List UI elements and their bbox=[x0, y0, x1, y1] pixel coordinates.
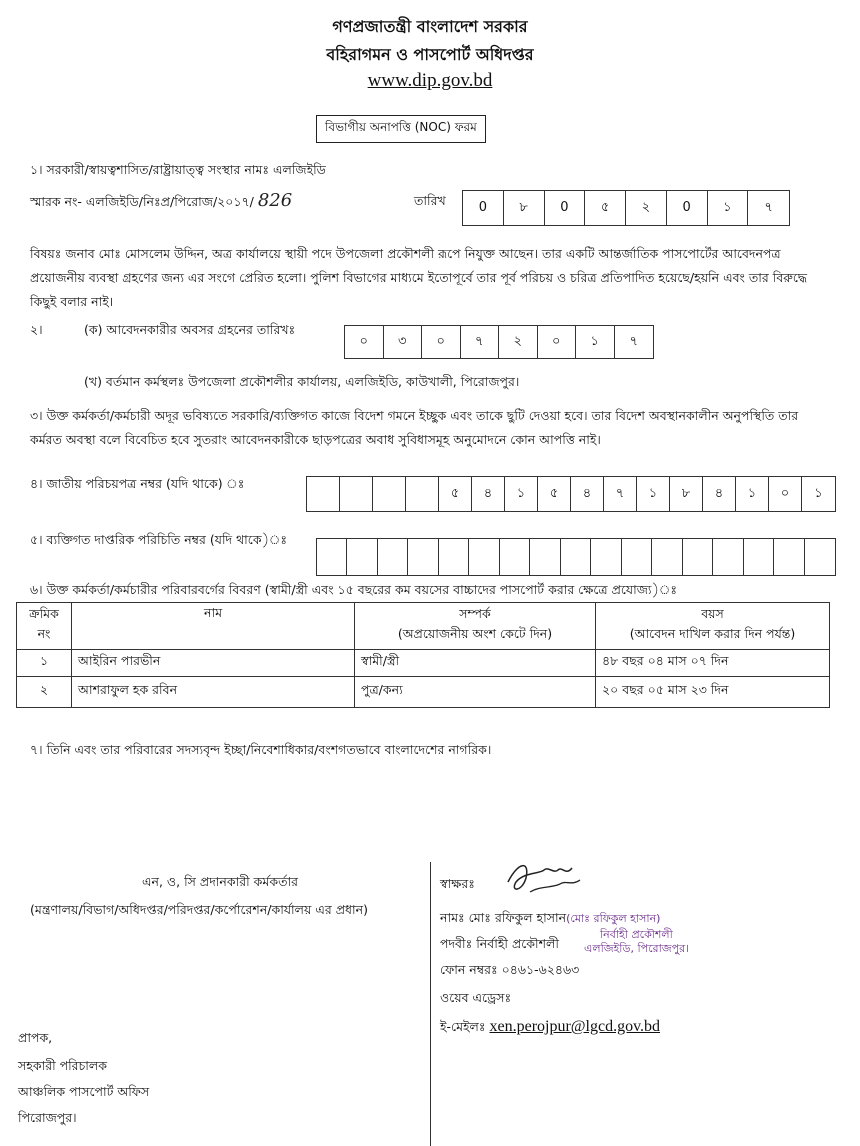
retire-label: (ক) আবেদনকারীর অবসর গ্রহনের তারিখঃ bbox=[84, 322, 296, 337]
official-id-digit-box bbox=[530, 539, 560, 575]
nid-digit-box: ৭ bbox=[604, 477, 637, 511]
name-header: নাম bbox=[72, 603, 355, 650]
family-table-header bbox=[17, 603, 830, 650]
stamp-title: নির্বাহী প্রকৌশলী bbox=[600, 928, 673, 941]
official-id-digit-box bbox=[652, 539, 682, 575]
phone-number: ফোন নম্বরঃ ০৪৬১-৬২৪৬৩ bbox=[440, 962, 580, 977]
nid-digit-box: ১ bbox=[814, 486, 823, 501]
retire-digit-box: ২ bbox=[499, 326, 538, 358]
nid-label: ৪। জাতীয় পরিচয়পত্র নম্বর (যদি থাকে) ঃ bbox=[30, 476, 245, 491]
nid-digit-box: ৫ bbox=[439, 477, 472, 511]
noc-officer-label: এন, ও, সি প্রদানকারী কর্মকর্তার bbox=[142, 874, 298, 889]
nid-digit-box: ১ bbox=[736, 477, 769, 511]
row-name: আশরাফুল হক রবিন bbox=[72, 677, 355, 708]
official-id-digit-box bbox=[591, 539, 621, 575]
recipient-title: সহকারী পরিচালক bbox=[18, 1058, 107, 1073]
official-id-digit-box bbox=[683, 539, 713, 575]
retire-digit-box: ০ bbox=[345, 326, 384, 358]
nid-digit-box: ৮ bbox=[670, 477, 703, 511]
family-label: ৬। উক্ত কর্মকর্তা/কর্মচারীর পরিবারবর্গের বিবরণ (স্বামী/স্ত্রী এবং ১৫ বছরের কম বয়সের বাচ্চাদের পাসপোর্ট করার ক্ষেত্রে প্রযোজ্য)ঃ bbox=[30, 582, 678, 597]
official-id-digit-box bbox=[347, 539, 377, 575]
table-row bbox=[17, 650, 830, 677]
stamp-org: এলজিইডি, পিরোজপুর। bbox=[584, 942, 690, 955]
date-digit-box: ১ bbox=[708, 191, 749, 225]
official-id-digit-box bbox=[622, 539, 652, 575]
stamp-name: (মোঃ রফিকুল হাসান) bbox=[566, 912, 661, 925]
noc-officer-note: (মন্ত্রণালয়/বিভাগ/অধিদপ্তর/পরিদপ্তর/কর্পোরেশন/কার্যালয় এর প্রধান) bbox=[30, 902, 368, 917]
age-header-note: (আবেদন দাখিল করার দিন পর্যন্ত) bbox=[629, 626, 796, 641]
email-row bbox=[440, 1018, 660, 1039]
row-relation: পুত্র/কন্য bbox=[355, 677, 596, 708]
department-title: বহিরাগমন ও পাসপোর্ট অধিদপ্তর bbox=[326, 45, 534, 64]
serial-header: ক্রমিক নং bbox=[17, 603, 72, 650]
row-age: ৪৮ বছর ০৪ মাস ০৭ দিন bbox=[596, 650, 830, 677]
signature-label: স্বাক্ষরঃ bbox=[440, 876, 475, 891]
row-serial: ১ bbox=[17, 650, 72, 677]
signatory-designation: পদবীঃ নির্বাহী প্রকৌশলী bbox=[440, 936, 559, 951]
official-id-digit-box bbox=[561, 539, 591, 575]
form-title: বিভাগীয় অনাপত্তি (NOC) ফরম bbox=[316, 115, 486, 143]
date-label: তারিখ bbox=[414, 193, 446, 208]
relation-header bbox=[355, 603, 596, 650]
official-id-boxes bbox=[316, 538, 836, 576]
date-digit-box: ৮ bbox=[504, 191, 545, 225]
retire-digit-box: ০ bbox=[538, 326, 577, 358]
nid-digit-box bbox=[373, 477, 406, 511]
recipient-office: আঞ্চলিক পাসপোর্ট অফিস bbox=[18, 1084, 150, 1099]
date-digit-box: ৭ bbox=[764, 200, 773, 215]
nid-digit-box: ১ bbox=[505, 477, 538, 511]
table-row bbox=[17, 677, 830, 708]
org-name: ১। সরকারী/স্বায়ত্বশাসিত/রাষ্ট্রায়াত্ত্ব সংস্থার নামঃ এলজিইডি bbox=[30, 162, 326, 177]
official-id-digit-box bbox=[744, 539, 774, 575]
official-id-digit-box bbox=[774, 539, 804, 575]
recipient-location: পিরোজপুর। bbox=[18, 1110, 77, 1125]
current-workplace: (খ) বর্তমান কর্মস্থলঃ উপজেলা প্রকৌশলীর কার্যালয়, এলজিইডি, কাউখালী, পিরোজপুর। bbox=[84, 374, 520, 389]
row-name: আইরিন পারভীন bbox=[72, 650, 355, 677]
website-link[interactable]: www.dip.gov.bd bbox=[367, 70, 493, 91]
nid-digit-box: ০ bbox=[769, 477, 802, 511]
date-digit-box: ২ bbox=[626, 191, 667, 225]
row-serial: ২ bbox=[17, 677, 72, 708]
signatory-name-text: নামঃ মোঃ রফিকুল হাসান bbox=[440, 910, 567, 925]
nid-digit-box bbox=[340, 477, 373, 511]
date-digit-box: ৫ bbox=[585, 191, 626, 225]
official-id-digit-box bbox=[317, 539, 347, 575]
date-boxes bbox=[462, 190, 790, 226]
email-label: ই-মেইলঃ bbox=[440, 1019, 486, 1034]
retire-digit-box: ৭ bbox=[629, 334, 638, 349]
retire-digit-box: ১ bbox=[576, 326, 615, 358]
age-header-title: বয়স bbox=[701, 606, 724, 621]
age-header bbox=[596, 603, 830, 650]
official-id-label: ৫। ব্যক্তিগত দাপ্তরিক পরিচিতি নম্বর (যদি থাকে)ঃ bbox=[30, 532, 288, 547]
nid-digit-box: ১ bbox=[637, 477, 670, 511]
date-digit-box: 0 bbox=[667, 191, 708, 225]
signature-divider bbox=[430, 862, 431, 1146]
date-digit-box: 0 bbox=[463, 191, 504, 225]
relation-header-title: সম্পর্ক bbox=[459, 606, 491, 621]
official-id-digit-box bbox=[469, 539, 499, 575]
nid-boxes bbox=[306, 476, 836, 512]
govt-title: গণপ্রজাতন্ত্রী বাংলাদেশ সরকার bbox=[332, 17, 528, 36]
family-table bbox=[16, 602, 830, 708]
official-id-digit-box bbox=[408, 539, 438, 575]
section2-number: ২। bbox=[30, 322, 43, 337]
retire-digit-box: ৩ bbox=[384, 326, 423, 358]
memo-handwritten: 826 bbox=[257, 190, 293, 211]
row-age: ২০ বছর ০৫ মাস ২৩ দিন bbox=[596, 677, 830, 708]
official-id-digit-box bbox=[805, 539, 835, 575]
recipient-label: প্রাপক, bbox=[18, 1030, 53, 1045]
nid-digit-box: ৪ bbox=[703, 477, 736, 511]
official-id-digit-box bbox=[378, 539, 408, 575]
nid-digit-box: ৪ bbox=[472, 477, 505, 511]
citizenship-text: ৭। তিনি এবং তার পরিবারের সদস্যবৃন্দ ইচ্ছা/নিবেশাধিকার/বংশগতভাবে বাংলাদেশের নাগরিক। bbox=[30, 742, 492, 757]
web-address: ওয়েব এড্রেসঃ bbox=[440, 990, 512, 1005]
nid-digit-box: ৫ bbox=[538, 477, 571, 511]
nid-digit-box bbox=[406, 477, 439, 511]
row-relation: স্বামী/স্ত্রী bbox=[355, 650, 596, 677]
section3-text: ৩। উক্ত কর্মকর্তা/কর্মচারী অদূর ভবিষ্যতে সরকারি/ব্যক্তিগত কাজে বিদেশ গমনে ইচ্ছুক এবং তাকে ছুটি দেওয়া হবে। তার বিদেশ অবস্থানকালীন অনুপস্থিতি তার কর্মরত অবস্থা বলে বিবেচিত হবে সুতরাং আবেদনকারীকে ছাড়পত্রের অবাধ সুবিধাসমূহ অনুমোদনে কোন আপত্তি নাই। bbox=[30, 408, 799, 447]
retire-digit-box: ০ bbox=[422, 326, 461, 358]
date-digit-box: 0 bbox=[545, 191, 586, 225]
memo-prefix: স্মারক নং- এলজিইডি/নিঃপ্র/পিরোজ/২০১৭/ bbox=[30, 194, 254, 209]
official-id-digit-box bbox=[439, 539, 469, 575]
retire-date-boxes bbox=[344, 325, 654, 359]
retire-digit-box: ৭ bbox=[461, 326, 500, 358]
official-id-digit-box bbox=[500, 539, 530, 575]
official-id-digit-box bbox=[713, 539, 743, 575]
email-link[interactable]: xen.perojpur@lgcd.gov.bd bbox=[489, 1018, 661, 1035]
relation-header-note: (অপ্রয়োজনীয় অংশ কেটে দিন) bbox=[397, 626, 553, 641]
nid-digit-box bbox=[307, 477, 340, 511]
nid-digit-box: ৪ bbox=[571, 477, 604, 511]
subject-text: বিষয়ঃ জনাব মোঃ মোসলেম উদ্দিন, অত্র কার্যালয়ে স্থায়ী পদে উপজেলা প্রকৌশলী রূপে নিযুক্ত আছেন। তার একটি আন্তর্জাতিক পাসপোর্টের আবেদনপত্র প্রয়োজনীয় ব্যবস্থা গ্রহণের জন্য এর সংগে প্রেরিত হলো। পুলিশ বিভাগের মাধ্যমে ইতোপূর্বে তার পূর্ব পরিচয় ও চরিত্র প্রতিপাদিত হয়েছে/হয়নি এবং তার বিরুদ্ধে কিছুই বলার নাই। bbox=[30, 246, 808, 309]
memo-number bbox=[30, 190, 292, 214]
handwritten-signature bbox=[500, 852, 590, 900]
